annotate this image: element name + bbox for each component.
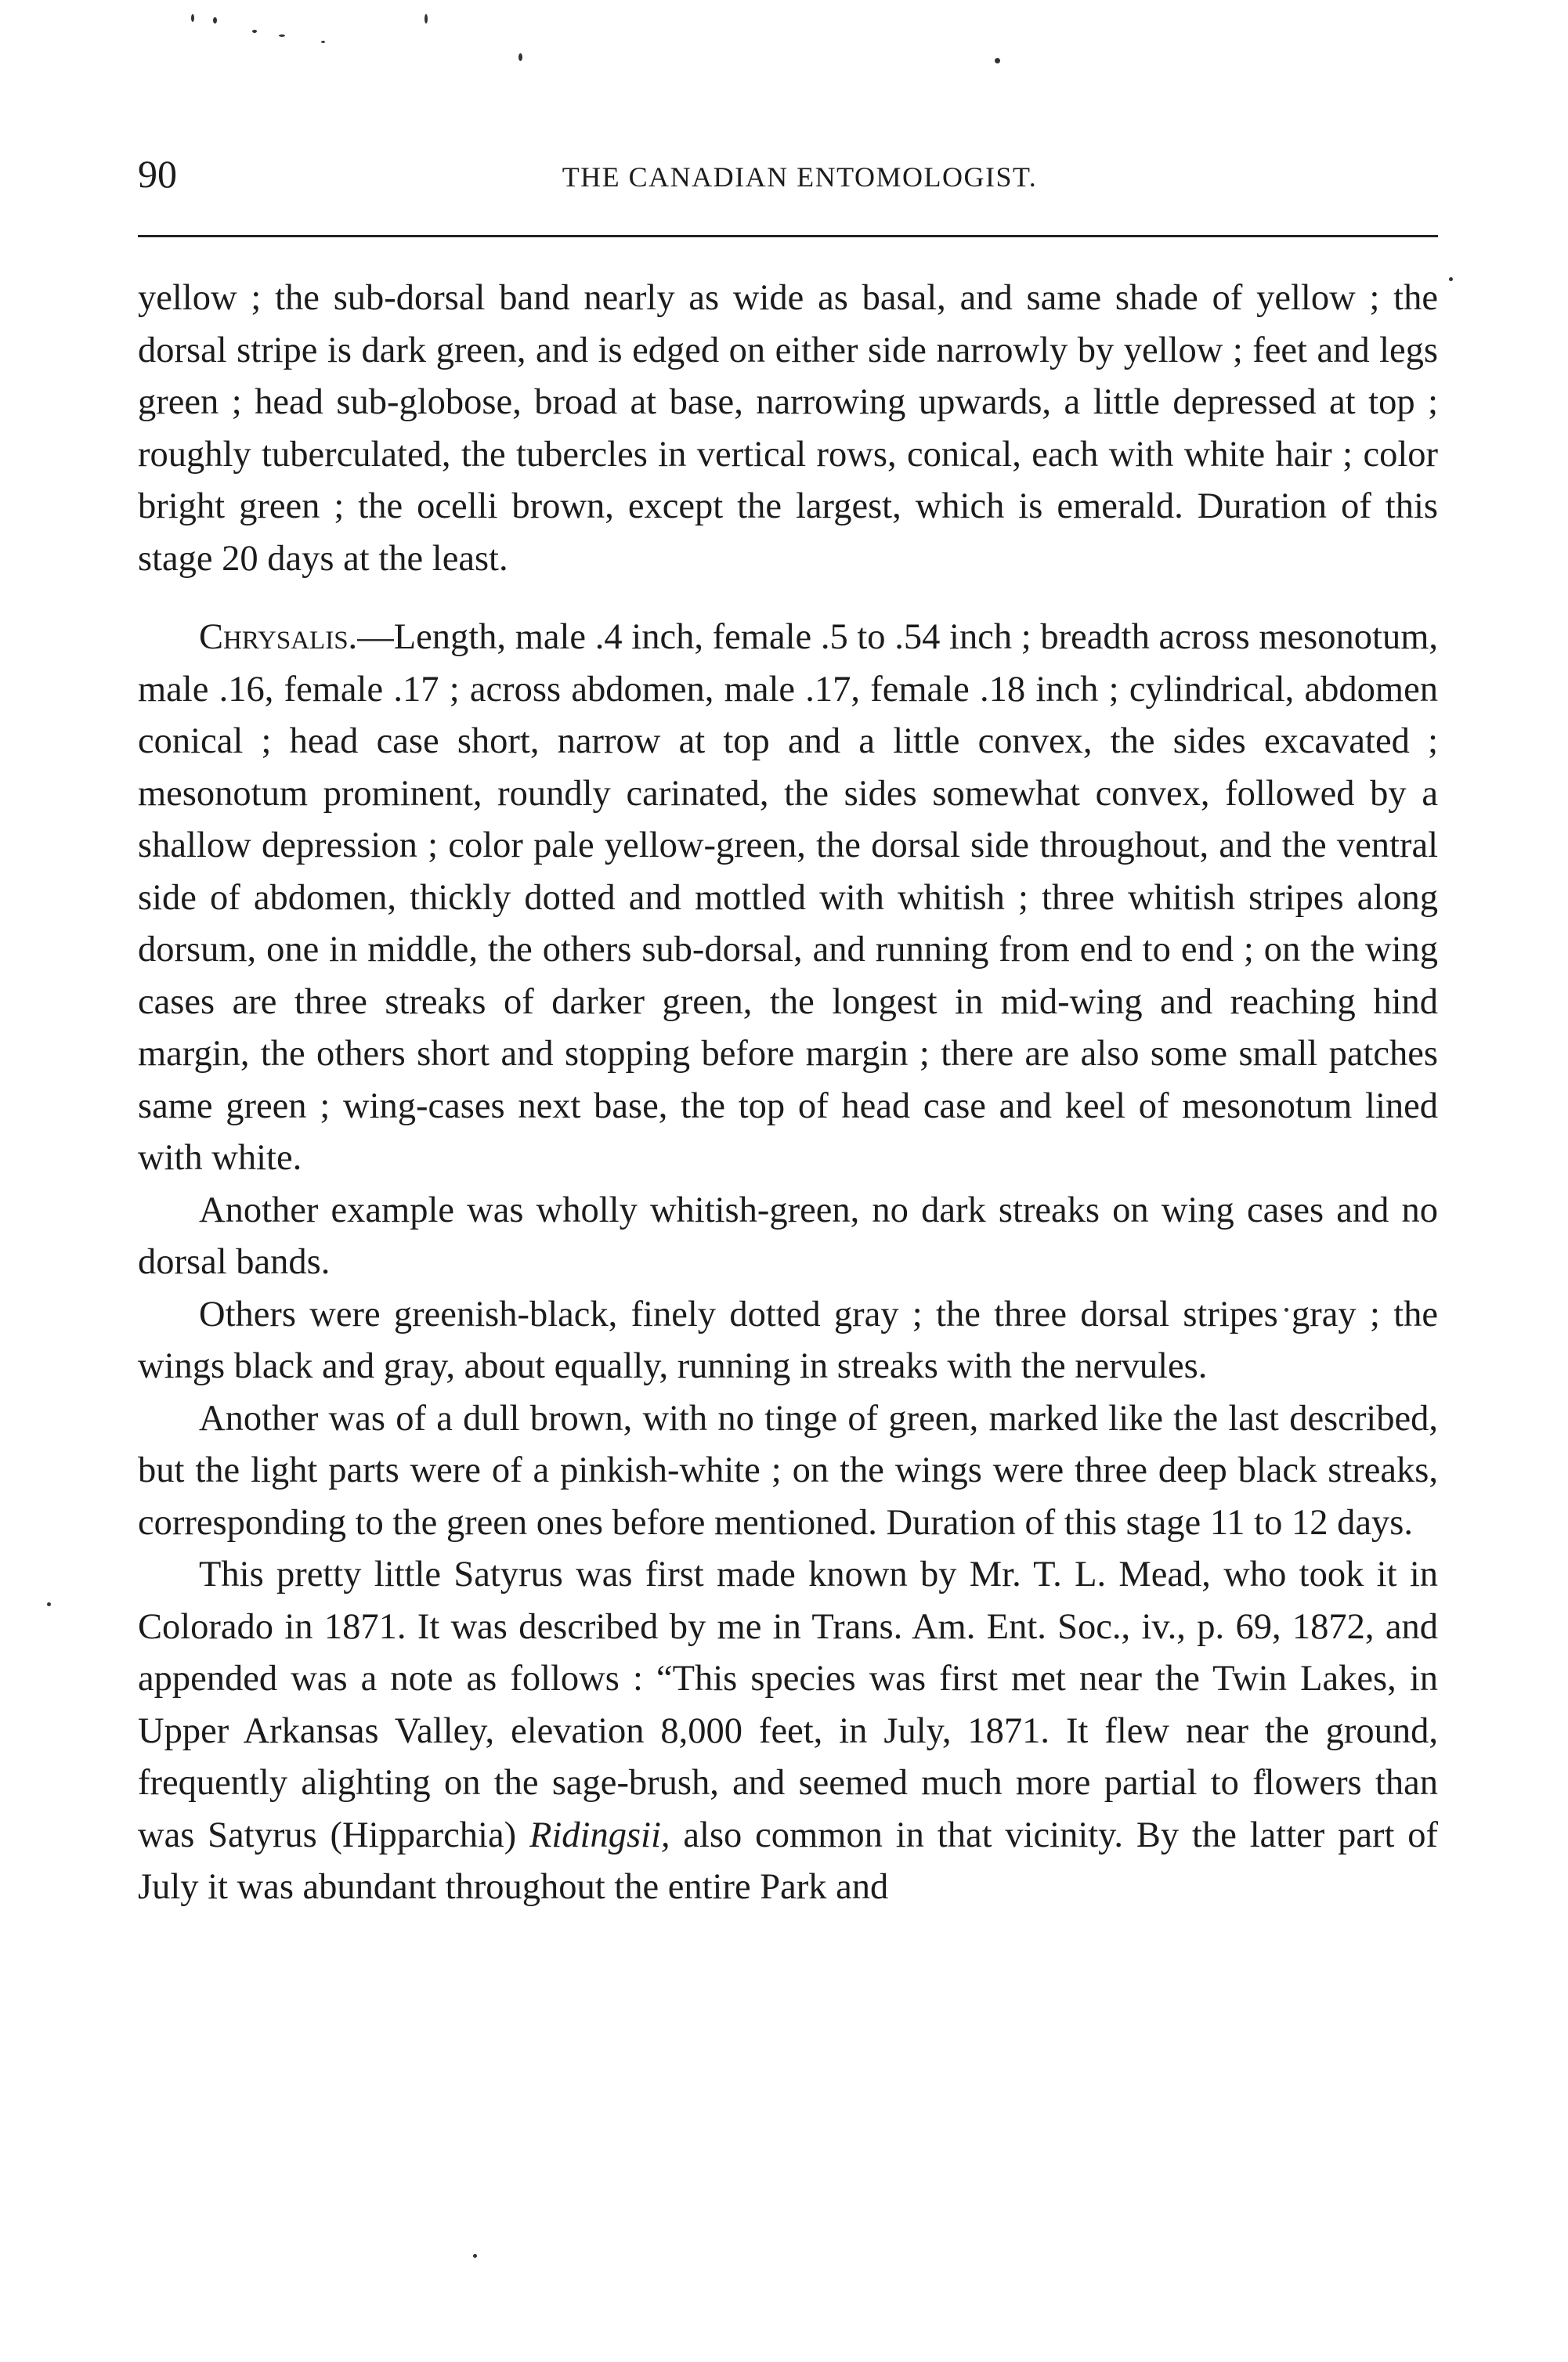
scan-speck [191, 14, 194, 22]
chrysalis-heading: Chrysalis. [199, 617, 358, 657]
paragraph-others: Others were greenish-black, finely dotted gray ; the three dorsal stripes gray ; the wings black and gray, about equally, running in streaks with the nervules. [138, 1294, 1438, 1386]
scan-speck [1449, 277, 1453, 281]
chrysalis-text: —Length, male .4 inch, female .5 to .54 inch ; breadth across mesonotum, male .16, female .17 ; across abdomen, male .17, female .18 inch ; cylindrical, abdomen conical ; head case short, narrow at top and a little convex, the sides excavated ; mesonotum prominent, roundly carinated, the sides somewhat convex, followed by a shallow depression ; color pale yellow-green, the dorsal side throughout, and the ventral side of abdomen, thickly dotted and mottled with whitish ; three whitish stripes along dorsum, one in middle, the others sub-dorsal, and running from end to end ; on the wing cases are three streaks of darker green, the longest in mid-wing and reaching hind margin, the others short and stopping before margin ; there are also some small patches same green ; wing-cases next base, the top of head case and keel of mesonotum lined with white. [138, 617, 1438, 1178]
body-text [138, 273, 1438, 1914]
paragraph-satyrus-history [138, 1549, 1438, 1914]
scan-speck [279, 34, 285, 37]
running-title: THE CANADIAN ENTOMOLOGIST. [562, 161, 1038, 193]
paragraph-chrysalis [138, 612, 1438, 1185]
paragraph-dull-brown: Another was of a dull brown, with no tinge of green, marked like the last described, but the light parts were of a pinkish-white ; on the wings were three deep black streaks, corresponding to the green ones before mentioned. Duration of this stage 11 to 12 days. [138, 1398, 1438, 1543]
scan-speck [473, 2254, 477, 2258]
page-number: 90 [138, 152, 177, 196]
scan-speck [321, 41, 325, 43]
scan-speck [213, 17, 217, 23]
species-name-italic: Ridingsii, [529, 1815, 670, 1855]
header-rule [138, 235, 1438, 237]
scan-speck [995, 58, 1000, 63]
paragraph-larva-description: yellow ; the sub-dorsal band nearly as wide as basal, and same shade of yellow ; the dorsal stripe is dark green, and is edged on either side narrowly by yellow ; feet and legs green ; head sub-globose, broad at base, narrowing upwards, a little depressed at top ; roughly tuberculated, the tubercles in vertical rows, conical, each with white hair ; color bright green ; the ocelli brown, except the largest, which is emerald. Duration of this stage 20 days at the least. [138, 278, 1438, 579]
scan-speck [47, 1602, 51, 1606]
paragraph-another-example: Another example was wholly whitish-green, no dark streaks on wing cases and no dorsal bands. [138, 1190, 1438, 1282]
history-text-start: This pretty little Satyrus was first made known by Mr. T. L. Mead, who took it in Colorado in 1871. It was described by me in Trans. Am. Ent. Soc., iv., p. 69, 1872, and appended was a note as follows : “This species was first met near the Twin Lakes, in Upper Arkansas Valley, elevation 8,000 feet, in July, 1871. It flew near the ground, frequently alighting on the sage-brush, and seemed much more partial to flowers than was Satyrus (Hipparchia) [138, 1555, 1438, 1855]
scan-speck [252, 30, 257, 33]
page-header [138, 150, 1438, 197]
scan-speck [425, 14, 428, 23]
history-text-end: also common in that vicinity. By the latter part of July it was abundant throughout the entire Park and [138, 1815, 1438, 1907]
scan-speck [518, 53, 522, 61]
